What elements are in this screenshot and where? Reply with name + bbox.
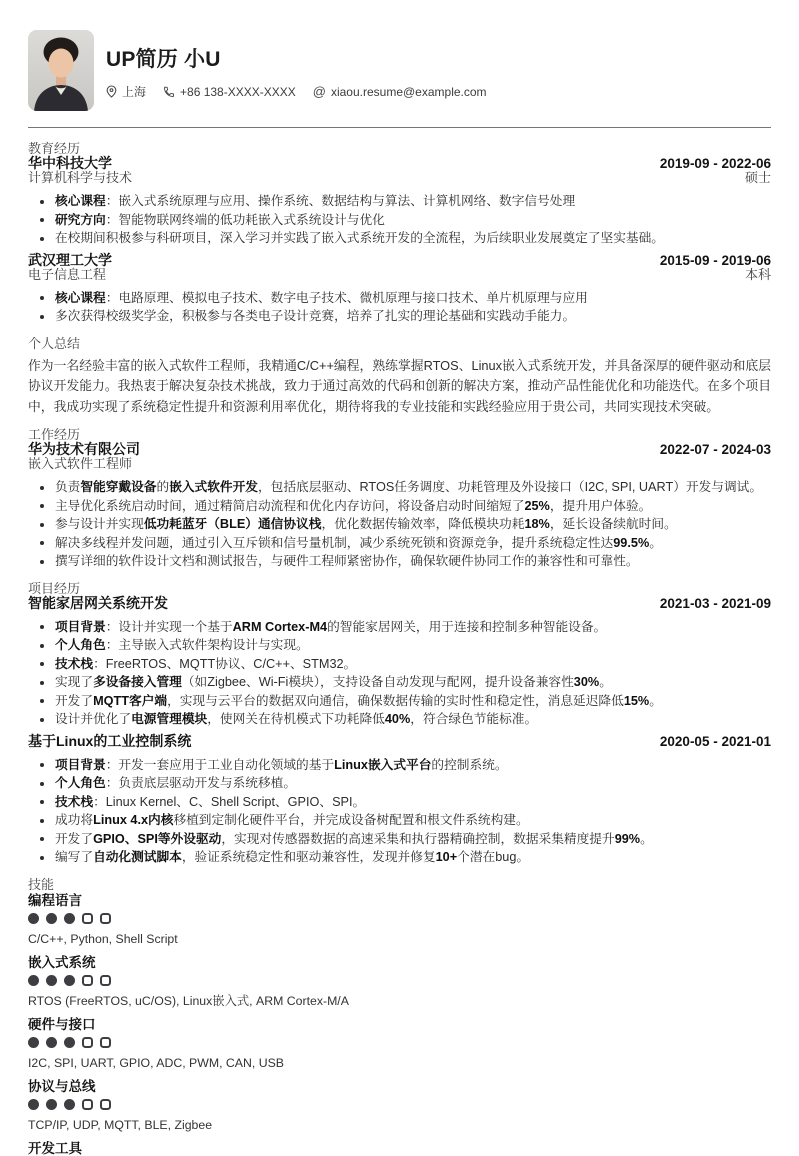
bullet-dot [40, 681, 44, 685]
contact-phone [163, 85, 296, 99]
bullet-item [28, 811, 771, 830]
bullet-item [28, 534, 771, 553]
education-entry [28, 156, 771, 248]
bullet-dot [40, 504, 44, 508]
bullet-dot [40, 315, 44, 319]
entry-degree: 本科 [744, 266, 771, 282]
education-entries [28, 156, 771, 326]
bullet-dot [40, 218, 44, 222]
contact-location [106, 83, 146, 100]
skill-name: 开发工具 [28, 1140, 82, 1156]
bullet-text: 核心课程：电路原理、模拟电子技术、数字电子技术、微机原理与接口技术、单片机原理与应用 [55, 290, 588, 305]
bullet-item [28, 655, 771, 674]
bullet-item [28, 307, 771, 326]
skill-dot-empty [100, 975, 111, 986]
skill-detail: I2C, SPI, UART, GPIO, ADC, PWM, CAN, USB [28, 1055, 285, 1070]
bullet-text: 开发了GPIO、SPI等外设驱动，实现对传感器数据的高速采集和执行器精确控制，数据采集精度提升99%。 [55, 831, 653, 846]
bullet-dot [40, 644, 44, 648]
section-skills [28, 877, 771, 1156]
entry-date: 2020-05 - 2021-01 [659, 733, 771, 749]
bullet-item [28, 636, 771, 655]
bullet-dot [40, 699, 44, 703]
at-icon: @ [312, 84, 326, 99]
work-entry [28, 442, 771, 571]
bullet-text: 主导优化系统启动时间，通过精简启动流程和优化内存访问，将设备启动时间缩短了25%，提升用户体验。 [55, 498, 652, 513]
bullet-item [28, 229, 771, 248]
skill-dot-empty [100, 1099, 111, 1110]
skill-dot-filled [46, 975, 57, 986]
bullet-text: 设计并优化了电源管理模块，使网关在待机模式下功耗降低40%，符合绿色节能标准。 [55, 712, 538, 726]
section-summary [28, 336, 771, 418]
bullet-item [28, 848, 771, 867]
section-education [28, 141, 771, 326]
bullet-text: 多次获得校级奖学金，积极参与各类电子设计竞赛，培养了扎实的理论基础和实践动手能力。 [55, 309, 576, 323]
bullet-item [28, 618, 771, 637]
section-title-education: 教育经历 [28, 141, 81, 156]
bullet-text: 研究方向：智能物联网终端的低功耗嵌入式系统设计与优化 [55, 212, 385, 227]
bullet-dot [40, 782, 44, 786]
entry-name: 基于Linux的工业控制系统 [28, 732, 192, 749]
skill-level-dots [28, 1037, 771, 1049]
skill-item [28, 1017, 771, 1071]
bullet-dot [40, 541, 44, 545]
skill-dot-filled [28, 1099, 39, 1110]
section-work [28, 427, 771, 571]
bullet-dot [40, 296, 44, 300]
location-pin-icon [106, 85, 117, 98]
work-entries [28, 442, 771, 571]
bullet-item [28, 497, 771, 516]
candidate-name: UP简历 小U [106, 48, 221, 71]
contact-email [313, 85, 487, 99]
skill-dot-filled [64, 1099, 75, 1110]
bullet-dot [40, 819, 44, 823]
skill-name: 编程语言 [28, 892, 82, 908]
section-title-work: 工作经历 [28, 427, 81, 442]
bullet-item [28, 515, 771, 534]
skill-level-dots [28, 1099, 771, 1111]
bullet-item [28, 211, 771, 230]
bullet-text: 技术栈：FreeRTOS、MQTT协议、C/C++、STM32。 [55, 656, 357, 671]
bullet-item [28, 192, 771, 211]
project-entries [28, 596, 771, 867]
entry-header [28, 596, 771, 611]
bullet-dot [40, 662, 44, 666]
summary-text: 作为一名经验丰富的嵌入式软件工程师，我精通C/C++编程，熟练掌握RTOS、Linux嵌入式系统开发，并具备深厚的硬件驱动和底层协议开发能力。我热衷于解决复杂技术挑战，致力于通过高效的代码和创新的解决方案，推动产品性能优化和功能迭代。在多个项目中，我成功实现了系统稳定性提升和资源利用率优化，期待将我的专业技能和实践经验应用于贵公司，共同实现技术突破。 [28, 357, 771, 414]
bullet-text: 技术栈：Linux Kernel、C、Shell Script、GPIO、SPI。 [55, 794, 366, 809]
skill-item [28, 893, 771, 947]
contact-row [106, 83, 771, 100]
bullet-text: 在校期间积极参与科研项目，深入学习并实践了嵌入式系统开发的全流程，为后续职业发展奠定了坚实基础。 [55, 231, 664, 245]
bullet-text: 实现了多设备接入管理（如Zigbee、Wi-Fi模块），支持设备自动发现与配网，提升设备兼容性30%。 [55, 675, 612, 689]
skills-list [28, 893, 771, 1156]
entry-subrow [28, 268, 771, 282]
skill-detail: C/C++, Python, Shell Script [28, 931, 178, 946]
entry-date: 2022-07 - 2024-03 [659, 442, 771, 457]
bullet-text: 项目背景：设计并实现一个基于ARM Cortex-M4的智能家居网关，用于连接和控制多种智能设备。 [55, 619, 607, 634]
entry-header [28, 734, 771, 749]
entry-header [28, 156, 771, 171]
skill-level-dots [28, 975, 771, 987]
skill-item [28, 955, 771, 1009]
entry-subtitle: 嵌入式软件工程师 [28, 456, 133, 471]
skill-detail: RTOS (FreeRTOS, uC/OS), Linux嵌入式, ARM Cortex-M/A [28, 993, 349, 1008]
bullet-text: 撰写详细的软件设计文档和测试报告，与硬件工程师紧密协作，确保软硬件协同工作的兼容性和可靠性。 [55, 554, 639, 568]
bullet-item [28, 552, 771, 571]
bullet-text: 项目背景：开发一套应用于工业自动化领域的基于Linux嵌入式平台的控制系统。 [55, 757, 508, 772]
skill-item [28, 1141, 771, 1156]
skill-dot-filled [28, 913, 39, 924]
entry-subtitle: 计算机科学与技术 [28, 170, 133, 185]
bullet-text: 成功将Linux 4.x内核移植到定制化硬件平台，并完成设备树配置和根文件系统构建。 [55, 813, 529, 827]
entry-header [28, 442, 771, 457]
project-entry [28, 596, 771, 729]
entry-subtitle: 电子信息工程 [28, 266, 107, 282]
entry-name: 智能家居网关系统开发 [28, 594, 168, 611]
phone-icon [163, 86, 175, 98]
skill-dot-filled [64, 975, 75, 986]
bullet-dot [40, 763, 44, 767]
bullet-list [28, 478, 771, 571]
bullet-item [28, 793, 771, 812]
header-divider [28, 127, 771, 128]
bullet-dot [40, 800, 44, 804]
header-text-block [106, 30, 771, 100]
skill-name: 协议与总线 [28, 1078, 96, 1094]
bullet-list [28, 618, 771, 729]
skill-dot-filled [64, 913, 75, 924]
entry-date: 2019-09 - 2022-06 [659, 156, 771, 171]
bullet-item [28, 830, 771, 849]
bullet-dot [40, 856, 44, 860]
bullet-dot [40, 625, 44, 629]
skill-dot-filled [46, 1037, 57, 1048]
bullet-text: 参与设计并实现低功耗蓝牙（BLE）通信协议栈，优化数据传输效率，降低模块功耗18%，延长设备续航时间。 [55, 517, 677, 531]
entry-date: 2021-03 - 2021-09 [659, 595, 771, 611]
skill-dot-empty [82, 1099, 93, 1110]
entry-subrow [28, 171, 771, 185]
bullet-text: 负责智能穿戴设备的嵌入式软件开发，包括底层驱动、RTOS任务调度、功耗管理及外设接口（I2C, SPI, UART）开发与调试。 [55, 480, 763, 494]
skill-dot-empty [100, 913, 111, 924]
bullet-dot [40, 560, 44, 564]
entry-header [28, 253, 771, 268]
section-title-skills: 技能 [28, 876, 55, 892]
entry-name: 华为技术有限公司 [28, 441, 140, 457]
contact-location-text: 上海 [122, 85, 147, 99]
entry-name: 华中科技大学 [28, 155, 112, 171]
bullet-list [28, 192, 771, 248]
skill-dot-empty [100, 1037, 111, 1048]
skill-dot-filled [46, 913, 57, 924]
bullet-text: 解决多线程并发问题，通过引入互斥锁和信号量机制，减少系统死锁和资源竞争，提升系统稳定性达99.5%。 [55, 535, 662, 550]
skill-detail: TCP/IP, UDP, MQTT, BLE, Zigbee [28, 1117, 213, 1132]
bullet-dot [40, 200, 44, 204]
contact-phone-text: +86 138-XXXX-XXXX [180, 84, 296, 99]
profile-photo [28, 30, 94, 111]
skill-dot-filled [28, 975, 39, 986]
skill-dot-empty [82, 975, 93, 986]
skill-name: 硬件与接口 [28, 1016, 96, 1032]
bullet-list [28, 289, 771, 326]
contact-email-text: xiaou.resume@example.com [330, 84, 487, 99]
bullet-item [28, 673, 771, 692]
bullet-dot [40, 523, 44, 527]
bullet-dot [40, 237, 44, 241]
bullet-list [28, 756, 771, 867]
bullet-item [28, 756, 771, 775]
skill-dot-empty [82, 1037, 93, 1048]
bullet-text: 个人角色：负责底层驱动开发与系统移植。 [55, 776, 297, 790]
bullet-dot [40, 718, 44, 722]
bullet-text: 编写了自动化测试脚本，验证系统稳定性和驱动兼容性，发现并修复10+个潜在bug。 [55, 850, 530, 864]
entry-degree: 硕士 [744, 170, 771, 185]
profile-photo-illustration [28, 30, 94, 111]
entry-date: 2015-09 - 2019-06 [659, 252, 771, 268]
skill-dot-filled [28, 1037, 39, 1048]
skill-item [28, 1079, 771, 1133]
section-projects [28, 581, 771, 867]
bullet-item [28, 710, 771, 729]
bullet-item [28, 692, 771, 711]
entry-name: 武汉理工大学 [28, 251, 112, 268]
bullet-dot [40, 837, 44, 841]
bullet-text: 个人角色：主导嵌入式软件架构设计与实现。 [55, 638, 309, 652]
bullet-item [28, 478, 771, 497]
bullet-item [28, 289, 771, 308]
skill-level-dots [28, 913, 771, 925]
skill-name: 嵌入式系统 [28, 954, 96, 970]
skill-dot-filled [46, 1099, 57, 1110]
skill-dot-filled [64, 1037, 75, 1048]
bullet-item [28, 774, 771, 793]
entry-subrow [28, 457, 771, 471]
resume-header [28, 0, 771, 111]
education-entry [28, 253, 771, 326]
bullet-dot [40, 486, 44, 490]
section-title-projects: 项目经历 [28, 580, 81, 596]
bullet-text: 核心课程：嵌入式系统原理与应用、操作系统、数据结构与算法、计算机网络、数字信号处理 [55, 194, 576, 208]
section-title-summary: 个人总结 [28, 335, 81, 351]
bullet-text: 开发了MQTT客户端，实现与云平台的数据双向通信，确保数据传输的实时性和稳定性，消息延迟降低15%。 [55, 693, 662, 708]
project-entry [28, 734, 771, 867]
skill-dot-empty [82, 913, 93, 924]
